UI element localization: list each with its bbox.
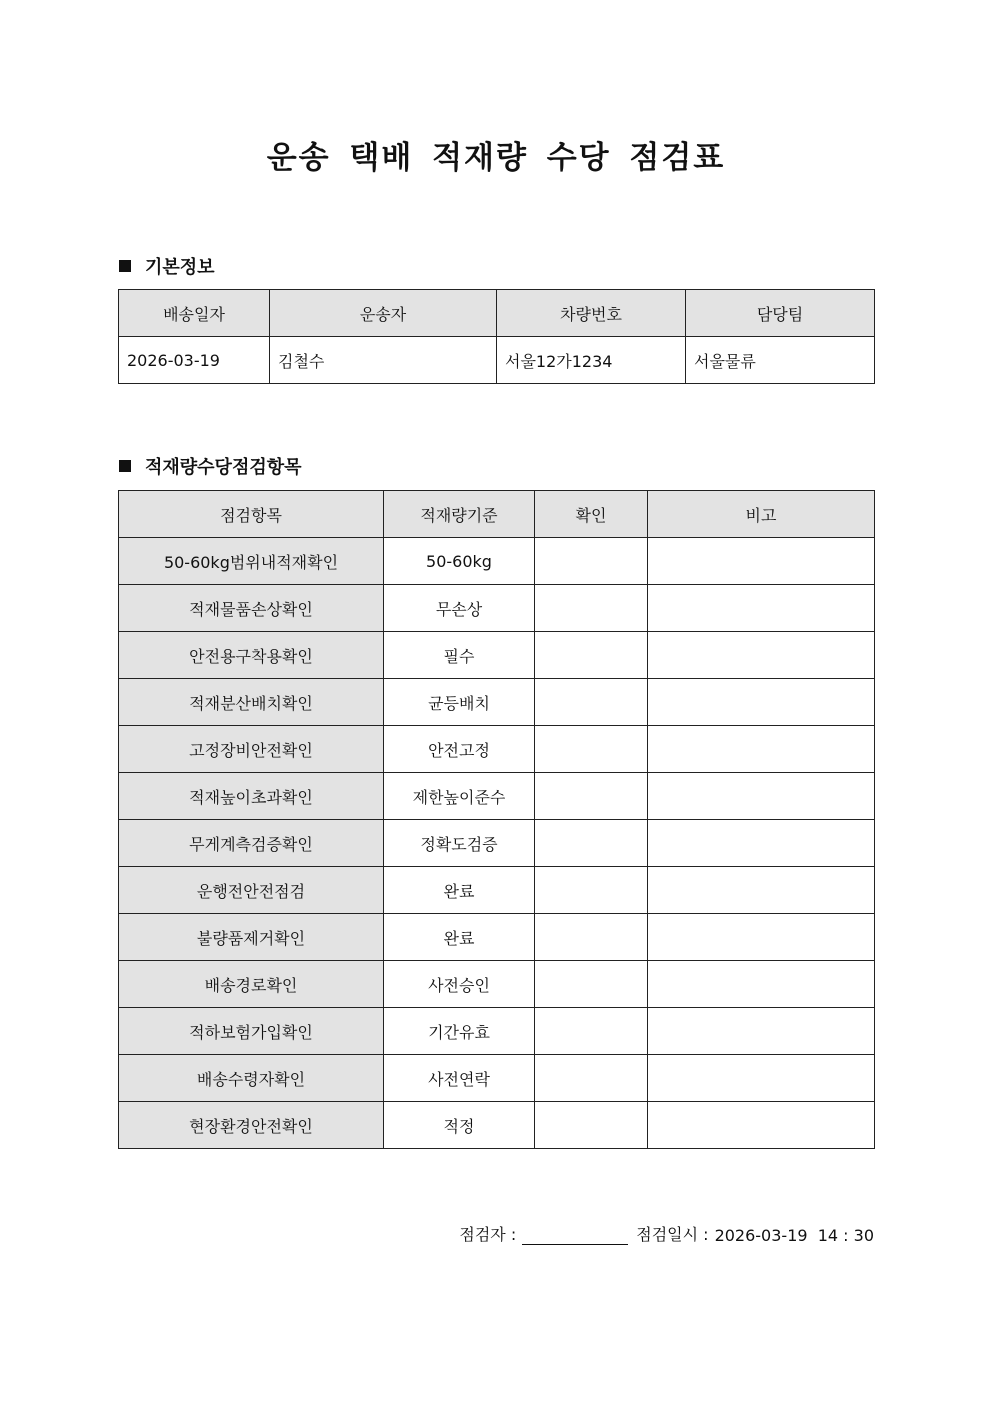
delivery-date-value[interactable]: 2026-03-19	[119, 337, 270, 384]
checklist-row	[119, 679, 875, 726]
check-item-cell: 현장환경안전확인	[119, 1102, 384, 1149]
confirm-cell[interactable]	[535, 773, 648, 820]
check-item-cell: 배송경로확인	[119, 961, 384, 1008]
checklist-row	[119, 538, 875, 585]
inspector-label: 점검자 :	[459, 1225, 517, 1244]
check-item-cell: 무게계측검증확인	[119, 820, 384, 867]
load-standard-cell: 기간유효	[384, 1008, 535, 1055]
confirm-cell[interactable]	[535, 820, 648, 867]
load-standard-cell: 사전연락	[384, 1055, 535, 1102]
header-team: 담당팀	[686, 290, 875, 337]
note-cell[interactable]	[648, 820, 875, 867]
check-item-cell: 운행전안전점검	[119, 867, 384, 914]
note-cell[interactable]	[648, 726, 875, 773]
load-standard-cell: 50-60kg	[384, 538, 535, 585]
confirm-cell[interactable]	[535, 585, 648, 632]
load-standard-cell: 균등배치	[384, 679, 535, 726]
note-cell[interactable]	[648, 632, 875, 679]
checklist-row	[119, 632, 875, 679]
checklist-row	[119, 1055, 875, 1102]
checklist-heading	[119, 453, 302, 479]
checklist-row	[119, 726, 875, 773]
basic-info-value-row	[119, 337, 875, 384]
check-item-cell: 불량품제거확인	[119, 914, 384, 961]
checklist-row	[119, 961, 875, 1008]
checklist-row	[119, 1008, 875, 1055]
vehicle-number-value[interactable]: 서울12가1234	[497, 337, 686, 384]
square-bullet-icon	[119, 260, 131, 272]
driver-value[interactable]: 김철수	[270, 337, 497, 384]
confirm-cell[interactable]	[535, 679, 648, 726]
check-item-cell: 적하보험가입확인	[119, 1008, 384, 1055]
header-note: 비고	[648, 491, 875, 538]
load-standard-cell: 정확도검증	[384, 820, 535, 867]
check-item-cell: 고정장비안전확인	[119, 726, 384, 773]
note-cell[interactable]	[648, 1102, 875, 1149]
load-standard-cell: 안전고정	[384, 726, 535, 773]
basic-info-heading	[119, 253, 215, 279]
note-cell[interactable]	[648, 1055, 875, 1102]
page-title: 운송 택배 적재량 수당 점검표	[266, 140, 726, 176]
header-load-standard: 적재량기준	[384, 491, 535, 538]
check-item-cell: 적재높이초과확인	[119, 773, 384, 820]
header-delivery-date: 배송일자	[119, 290, 270, 337]
load-standard-cell: 사전승인	[384, 961, 535, 1008]
checklist-row	[119, 1102, 875, 1149]
header-driver: 운송자	[270, 290, 497, 337]
header-confirm: 확인	[535, 491, 648, 538]
checklist-row	[119, 773, 875, 820]
load-standard-cell: 적정	[384, 1102, 535, 1149]
checklist-heading-text: 적재량수당점검항목	[145, 457, 302, 478]
confirm-cell[interactable]	[535, 1055, 648, 1102]
note-cell[interactable]	[648, 961, 875, 1008]
confirm-cell[interactable]	[535, 726, 648, 773]
header-vehicle-number: 차량번호	[497, 290, 686, 337]
confirm-cell[interactable]	[535, 1102, 648, 1149]
basic-info-heading-text: 기본정보	[145, 257, 215, 278]
basic-info-header-row	[119, 290, 875, 337]
checklist-row	[119, 914, 875, 961]
datetime-value: 2026-03-19 14 : 30	[714, 1226, 874, 1245]
note-cell[interactable]	[648, 1008, 875, 1055]
check-item-cell: 적재분산배치확인	[119, 679, 384, 726]
check-item-cell: 배송수령자확인	[119, 1055, 384, 1102]
note-cell[interactable]	[648, 867, 875, 914]
checklist-table	[118, 490, 875, 1149]
datetime-label: 점검일시 :	[636, 1225, 709, 1244]
confirm-cell[interactable]	[535, 1008, 648, 1055]
header-check-item: 점검항목	[119, 491, 384, 538]
signature-line	[459, 1222, 874, 1245]
note-cell[interactable]	[648, 773, 875, 820]
inspector-signature-field[interactable]	[522, 1226, 628, 1245]
confirm-cell[interactable]	[535, 914, 648, 961]
basic-info-table	[118, 289, 875, 384]
checklist-row	[119, 585, 875, 632]
confirm-cell[interactable]	[535, 538, 648, 585]
checklist-header-row	[119, 491, 875, 538]
load-standard-cell: 제한높이준수	[384, 773, 535, 820]
confirm-cell[interactable]	[535, 632, 648, 679]
confirm-cell[interactable]	[535, 867, 648, 914]
load-standard-cell: 완료	[384, 867, 535, 914]
confirm-cell[interactable]	[535, 961, 648, 1008]
team-value[interactable]: 서울물류	[686, 337, 875, 384]
load-standard-cell: 무손상	[384, 585, 535, 632]
note-cell[interactable]	[648, 679, 875, 726]
note-cell[interactable]	[648, 585, 875, 632]
square-bullet-icon	[119, 460, 131, 472]
check-item-cell: 적재물품손상확인	[119, 585, 384, 632]
check-item-cell: 50-60kg범위내적재확인	[119, 538, 384, 585]
checklist-row	[119, 867, 875, 914]
note-cell[interactable]	[648, 914, 875, 961]
checklist-row	[119, 820, 875, 867]
check-item-cell: 안전용구착용확인	[119, 632, 384, 679]
load-standard-cell: 필수	[384, 632, 535, 679]
note-cell[interactable]	[648, 538, 875, 585]
load-standard-cell: 완료	[384, 914, 535, 961]
